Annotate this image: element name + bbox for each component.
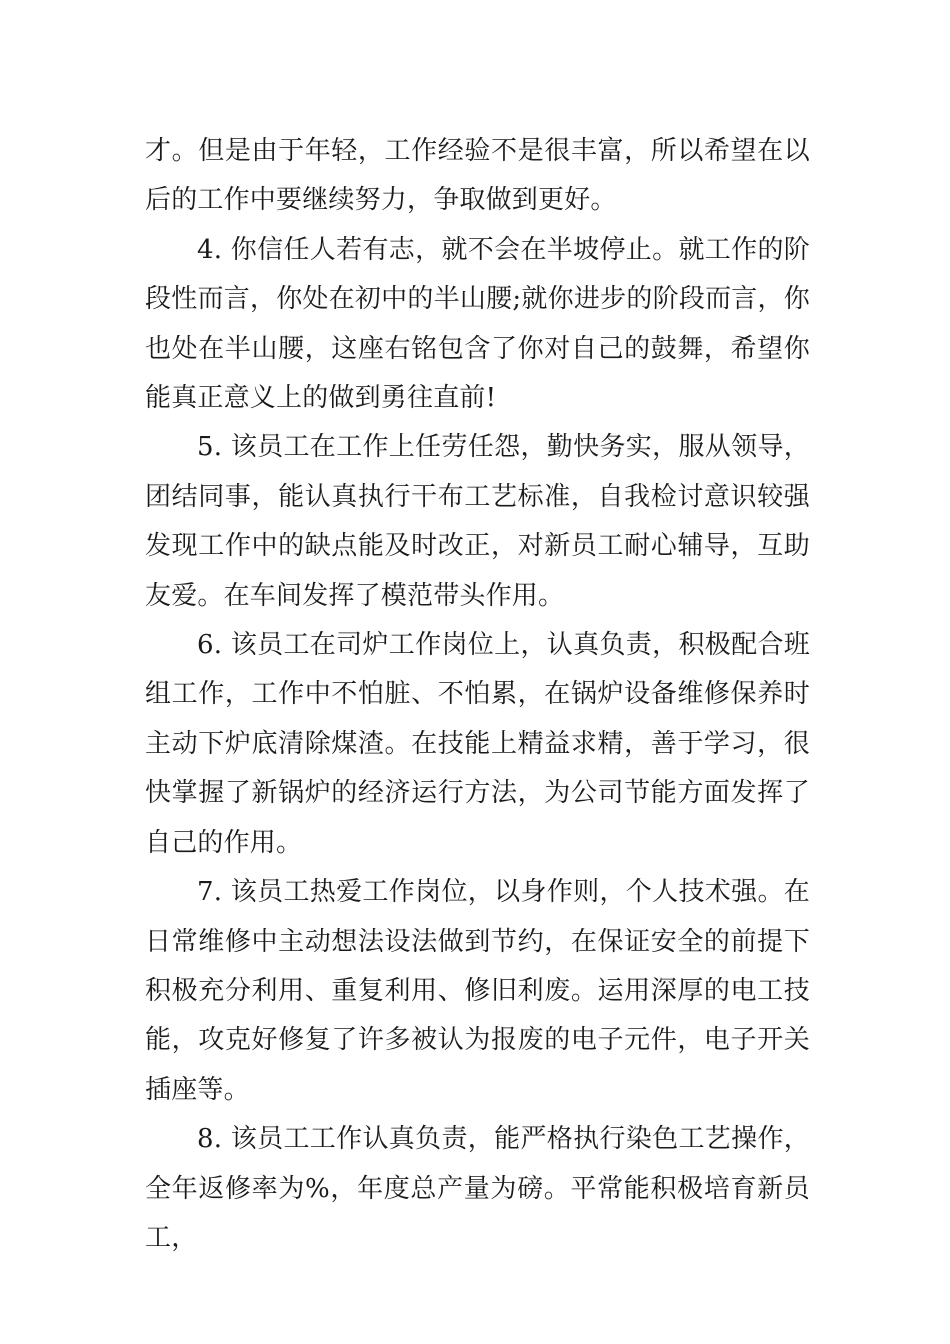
paragraph-item-7: 7. 该员工热爱工作岗位，以身作则，个人技术强。在日常维修中主动想法设法做到节约，在保证安全的前提下积极充分利用、重复利用、修旧利废。运用深厚的电工技能，攻克好修复了许多被认为报废的电子元件，电子开关插座等。: [145, 877, 810, 1105]
paragraph-item-4: 4. 你信任人若有志，就不会在半坡停止。就工作的阶段性而言，你处在初中的半山腰;就你进步的阶段而言，你也处在半山腰，这座右铭包含了你对自己的鼓舞，希望你能真正意义上的做到勇往直前!: [145, 234, 810, 414]
paragraph-continuation: 才。但是由于年轻，工作经验不是很丰富，所以希望在以后的工作中要继续努力，争取做到更好。: [145, 136, 810, 216]
paragraph-item-8: 8. 该员工工作认真负责，能严格执行染色工艺操作，全年返修率为%，年度总产量为磅。平常能积极培育新员工，: [145, 1124, 810, 1253]
paragraph-item-6: 6. 该员工在司炉工作岗位上，认真负责，积极配合班组工作，工作中不怕脏、不怕累，在锅炉设备维修保养时主动下炉底清除煤渣。在技能上精益求精，善于学习，很快掌握了新锅炉的经济运行方法，为公司节能方面发挥了自己的作用。: [145, 630, 810, 858]
paragraph-item-5: 5. 该员工在工作上任劳任怨，勤快务实，服从领导，团结同事，能认真执行干布工艺标准，自我检讨意识较强发现工作中的缺点能及时改正，对新员工耐心辅导，互助友爱。在车间发挥了模范带头作用。: [145, 432, 810, 611]
document-body: [145, 127, 810, 1263]
